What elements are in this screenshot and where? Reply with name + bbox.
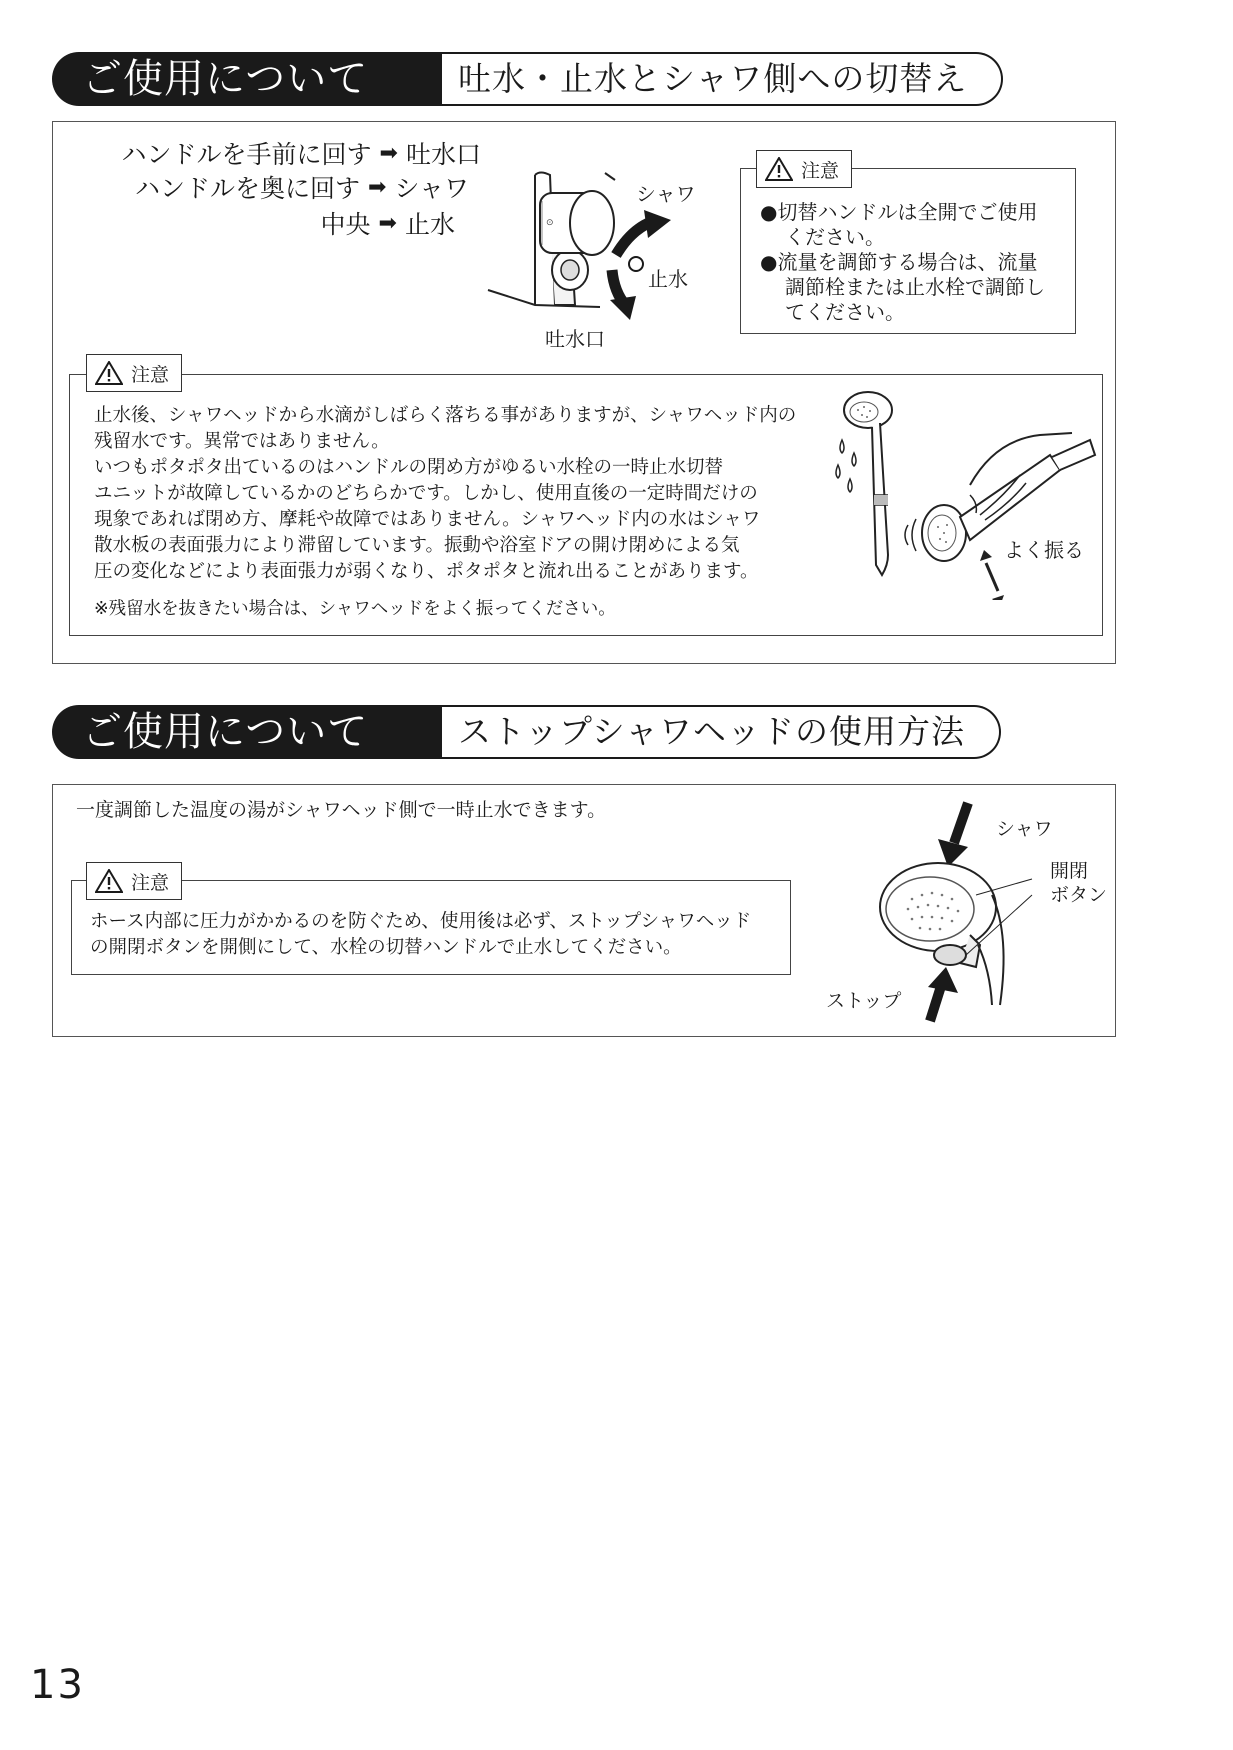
- section2-pill: ご使用について: [52, 705, 442, 759]
- caution-note: ※残留水を抜きたい場合は、シャワヘッドをよく振ってください。: [94, 599, 616, 619]
- shower-label: シャワ: [996, 818, 1053, 840]
- caution-item-line: てください。: [785, 300, 905, 324]
- stop-label: ストップ: [826, 990, 902, 1012]
- caution-paragraph-line: 圧の変化などにより表面張力が弱くなり、ポタポタと流れ出ることがあります。: [94, 561, 759, 582]
- caution-paragraph-line: 止水後、シャワヘッドから水滴がしばらく落ちる事がありますが、シャワヘッド内の: [94, 405, 797, 426]
- caution-paragraph-line: ユニットが故障しているかのどちらかです。しかし、使用直後の一定時間だけの: [94, 483, 758, 504]
- warning-triangle-icon: [765, 157, 793, 181]
- caution-badge-large: [86, 354, 182, 392]
- button-label-line2: ボタン: [1050, 884, 1108, 906]
- operation-row-2: [135, 169, 469, 205]
- caution-item-line: 切替ハンドルは全開でご使用: [777, 200, 1038, 224]
- warning-triangle-icon: [95, 361, 123, 385]
- shower-head-shake-illustration: [820, 385, 1100, 600]
- caution-label: 注意: [801, 159, 840, 182]
- arrow-right-icon: ➡: [368, 174, 387, 200]
- caution-item-line: 流量を調節する場合は、流量: [777, 250, 1038, 274]
- operation-result: 吐水口: [405, 140, 481, 169]
- shower-direction-label: シャワ: [636, 182, 696, 206]
- shake-label: よく振る: [1004, 538, 1084, 562]
- warning-triangle-icon: [95, 869, 123, 893]
- caution-item-1: [760, 199, 1037, 225]
- caution-badge-section2: [86, 862, 182, 900]
- section2-intro: 一度調節した温度の湯がシャワヘッド側で一時止水できます。: [76, 799, 607, 821]
- caution-line: ホース内部に圧力がかかるのを防ぐため、使用後は必ず、ストップシャワヘッド: [90, 911, 752, 932]
- section2-header: [52, 705, 1032, 759]
- stop-direction-label: 止水: [648, 267, 688, 291]
- caution-paragraph-line: いつもポタポタ出ているのはハンドルの閉め方がゆるい水栓の一時止水切替: [94, 457, 724, 478]
- section1-pill: ご使用について: [52, 52, 442, 106]
- operation-action: ハンドルを奥に回す: [135, 174, 361, 203]
- section1-title: 吐水・止水とシャワ側への切替え: [442, 52, 1003, 106]
- bullet-icon: ●: [760, 250, 778, 274]
- svg-text:⊙: ⊙: [546, 218, 554, 228]
- operation-row-3: [321, 205, 455, 241]
- caution-line: の開閉ボタンを開側にして、水栓の切替ハンドルで止水してください。: [90, 937, 682, 958]
- section2-title: ストップシャワヘッドの使用方法: [442, 705, 1001, 759]
- operation-action: 中央: [320, 210, 371, 239]
- caution-paragraph-line: 残留水です。異常ではありません。: [94, 431, 390, 452]
- caution-badge-small: [756, 150, 852, 188]
- button-label-line1: 開閉: [1050, 860, 1089, 882]
- operation-action: ハンドルを手前に回す: [121, 140, 372, 169]
- arrow-right-icon: ➡: [379, 140, 398, 166]
- caution-label: 注意: [131, 871, 170, 894]
- section1-header: [52, 52, 1032, 106]
- caution-item-line: ください。: [785, 225, 885, 249]
- operation-result: シャワ: [394, 174, 469, 203]
- caution-item-2: [760, 249, 1037, 275]
- page-number: 13: [30, 1662, 85, 1708]
- spout-direction-label: 吐水口: [545, 327, 605, 351]
- caution-paragraph-line: 散水板の表面張力により滞留しています。振動や浴室ドアの開け閉めによる気: [94, 535, 740, 556]
- rotation-arrows-icon: [596, 210, 686, 320]
- caution-paragraph-line: 現象であれば閉め方、摩耗や故障ではありません。シャワヘッド内の水はシャワ: [94, 509, 761, 530]
- caution-label: 注意: [131, 363, 170, 386]
- bullet-icon: ●: [760, 200, 778, 224]
- operation-result: 止水: [404, 210, 455, 239]
- operation-row-1: [122, 135, 481, 171]
- caution-item-line: 調節栓または止水栓で調節し: [785, 275, 1045, 299]
- arrow-right-icon: ➡: [378, 210, 397, 236]
